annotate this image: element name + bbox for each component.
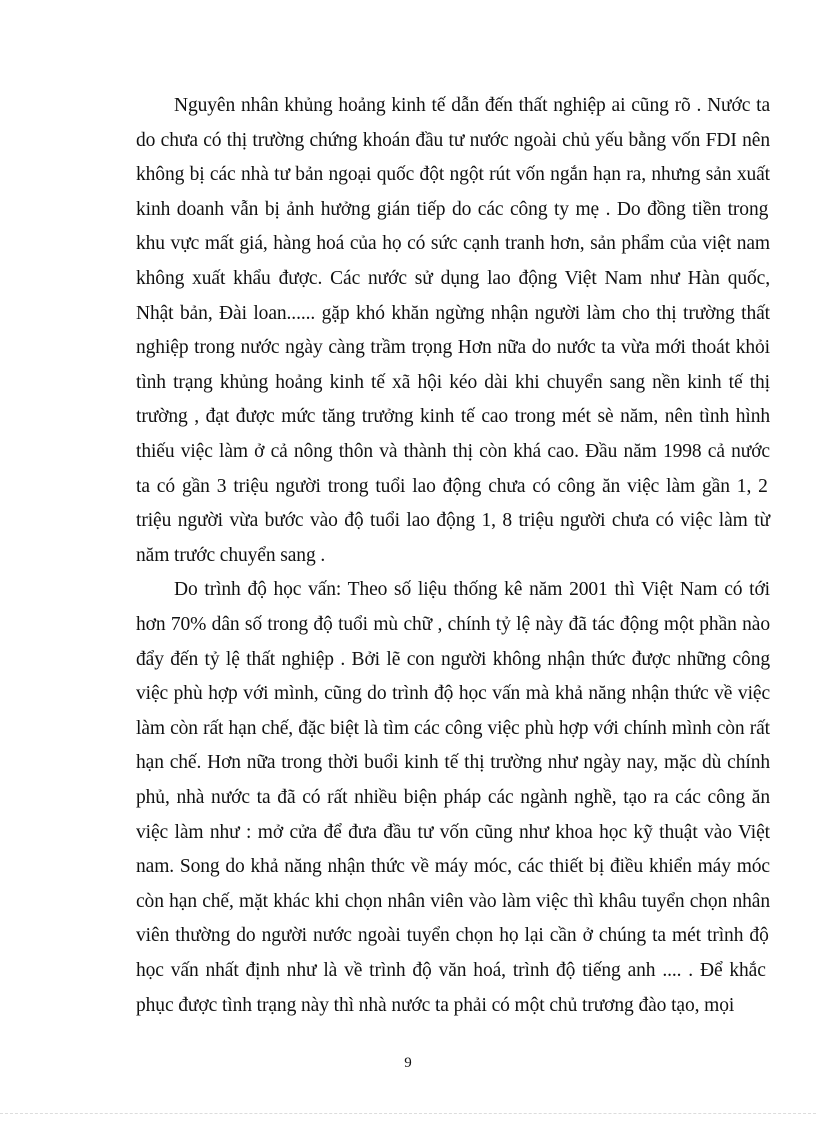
text-line: việc phù hợp với mình, cũng do trình độ học vấn mà khả năng nhận thức về việc xyxy=(136,683,770,705)
text-line: làm còn rất hạn chế, đặc biệt là tìm các công việc phù hợp với chính mình còn rất xyxy=(136,717,770,739)
text-line: không xuất khẩu được. Các nước sử dụng lao động Việt Nam như Hàn quốc, xyxy=(136,268,770,289)
text-line: nam. Song do khả năng nhận thức về máy móc, các thiết bị điều khiển máy móc xyxy=(136,856,770,878)
text-line: năm trước chuyển sang . xyxy=(136,544,326,566)
text-line: học vấn nhất định như là về trình độ văn hoá, trình độ tiếng anh .... . Để khắc xyxy=(136,960,766,981)
text-line: việc làm như : mở cửa để đưa đầu tư vốn cũng như khoa học kỹ thuật vào Việt xyxy=(136,821,770,843)
text-line: hơn 70% dân số trong độ tuổi mù chữ , chính tỷ lệ này đã tác động một phần nào xyxy=(136,614,770,635)
text-line: kinh doanh vẫn bị ảnh hưởng gián tiếp do các công ty mẹ . Do đồng tiền trong xyxy=(136,198,769,220)
text-line: hạn chế. Hơn nữa trong thời buổi kinh tế thị trường như ngày nay, mặc dù chính xyxy=(136,752,770,774)
text-line: trường , đạt được mức tăng trưởng kinh tế cao trong mét sè năm, nên tình hình xyxy=(136,406,770,428)
text-line: Nhật bản, Đài loan...... gặp khó khăn ngừng nhận người làm cho thị trường thất xyxy=(136,302,770,324)
text-line: viên thường do người nước ngoài tuyển chọn họ lại cần ở chúng ta mét trình độ xyxy=(136,925,769,947)
text-line: ta có gần 3 triệu người trong tuổi lao động chưa có công ăn việc làm gần 1, 2 xyxy=(136,475,768,497)
page-bottom-border xyxy=(0,1113,816,1114)
text-line: triệu người vừa bước vào độ tuổi lao động 1, 8 triệu người chưa có việc làm từ xyxy=(136,510,770,532)
text-line: nghiệp trong nước ngày càng trầm trọng Hơn nữa do nước ta vừa mới thoát khỏi xyxy=(136,337,770,359)
text-line: không bị các nhà tư bản ngoại quốc đột ngột rút vốn ngắn hạn ra, nhưng sản xuất xyxy=(136,164,770,186)
text-line: Do trình độ học vấn: Theo số liệu thống kê năm 2001 thì Việt Nam có tới xyxy=(174,579,770,601)
text-line: tình trạng khủng hoảng kinh tế xã hội kéo dài khi chuyển sang nền kinh tế thị xyxy=(136,371,770,393)
text-line: do chưa có thị trường chứng khoán đầu tư nước ngoài chủ yếu bằng vốn FDI nên xyxy=(136,129,770,151)
text-line: phủ, nhà nước ta đã có rất nhiều biện pháp các ngành nghề, tạo ra các công ăn xyxy=(136,787,770,808)
text-line: đẩy đến tỷ lệ thất nghiệp . Bởi lẽ con người không nhận thức được những công xyxy=(136,648,770,670)
text-line: còn hạn chế, mặt khác khi chọn nhân viên vào làm việc thì khâu tuyển chọn nhân xyxy=(136,890,770,912)
text-line: khu vực mất giá, hàng hoá của họ có sức cạnh tranh hơn, sản phẩm của việt nam xyxy=(136,233,770,255)
text-line: Nguyên nhân khủng hoảng kinh tế dẫn đến thất nghiệp ai cũng rõ . Nước ta xyxy=(174,95,770,116)
text-line: thiếu việc làm ở cả nông thôn và thành thị còn khá cao. Đầu năm 1998 cả nước xyxy=(136,441,770,462)
text-line: phục được tình trạng này thì nhà nước ta phải có một chủ trương đào tạo, mọi xyxy=(136,994,735,1016)
page-number: 9 xyxy=(404,1055,412,1071)
